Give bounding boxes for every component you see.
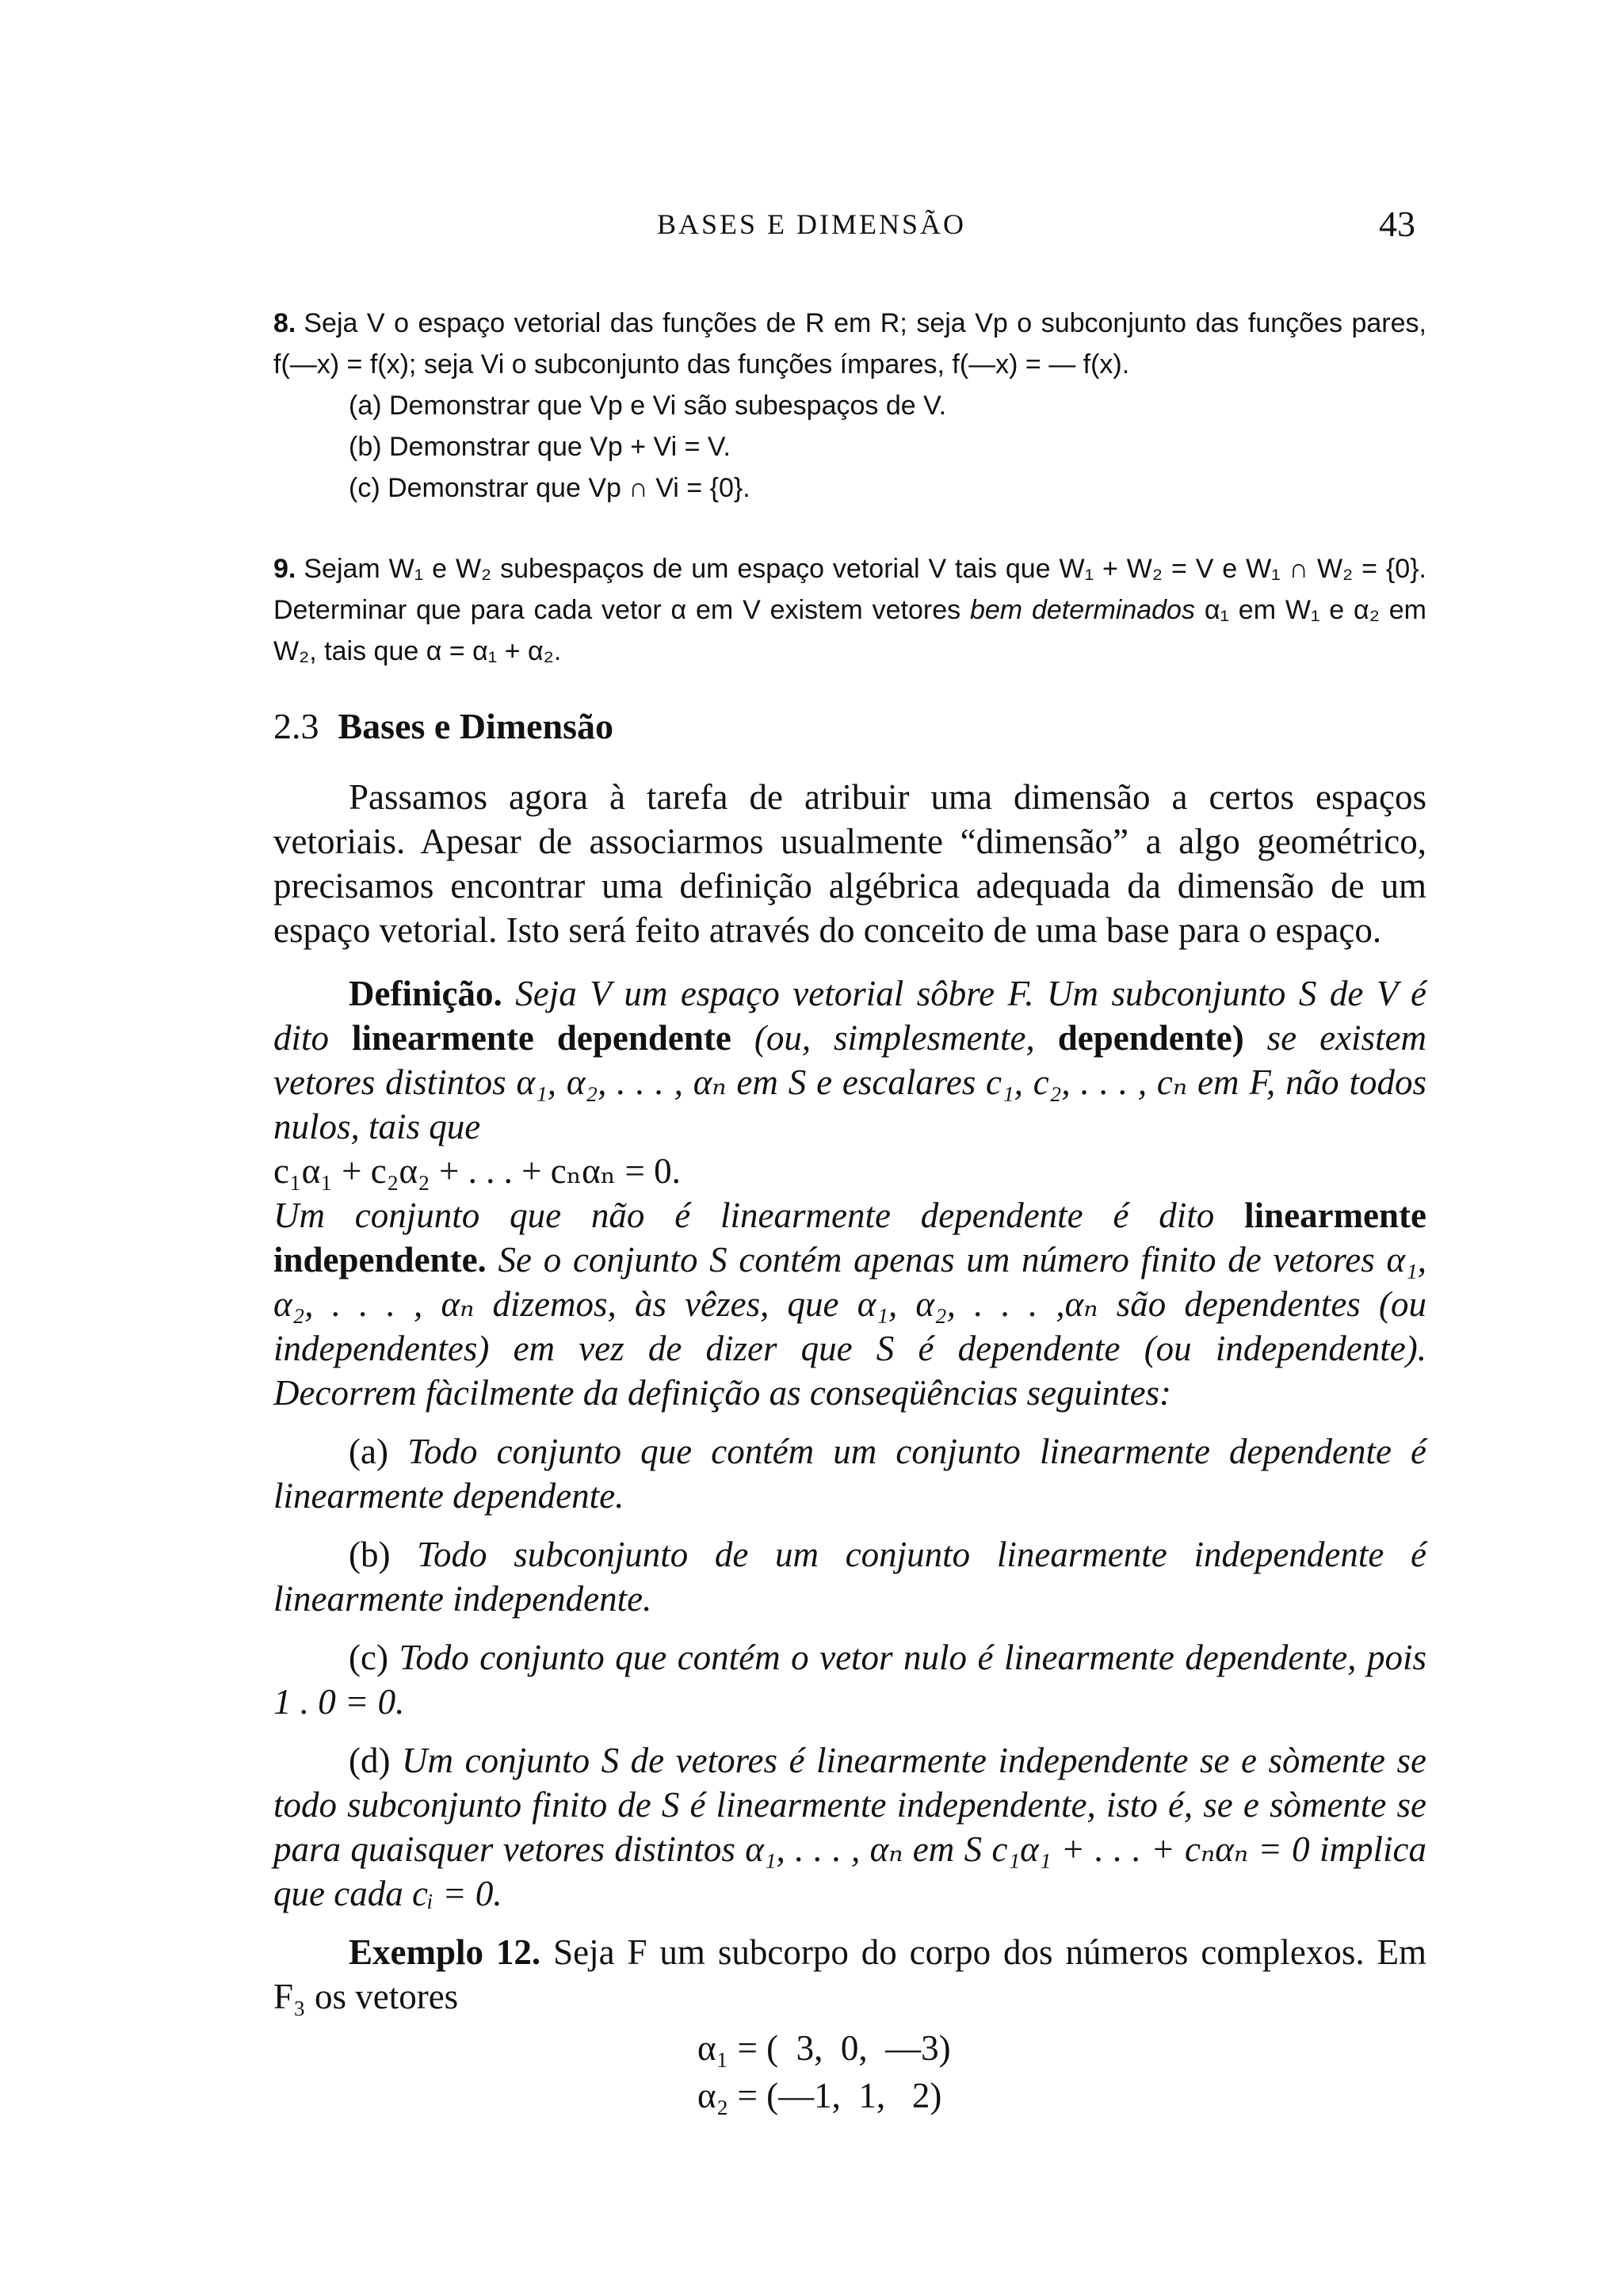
exercise-8-statement: [273, 303, 1426, 385]
page-number: 43: [1379, 204, 1415, 244]
exercise-8-part-a: (a) Demonstrar que Vp e Vi são subespaços de V.: [349, 391, 947, 421]
example-12-paragraph: [273, 1930, 1426, 2019]
consequence-text: Todo conjunto que contém o vetor nulo é linearmente dependente, pois 1 . 0 = 0.: [273, 1638, 1427, 1722]
exercise-8-part-b: (b) Demonstrar que Vp + Vi = V.: [349, 432, 731, 462]
exercise-9-emphasis: bem determinados: [969, 595, 1195, 625]
vector-list: [697, 2024, 951, 2119]
definition-text-5: Se o conjunto S contém apenas um número finito de vetores α₁, α₂, . . . , αₙ dizemos, às vêzes, que α₁, α₂, . . . ,αₙ são dependentes (ou independentes) em vez de dizer que S é dependente (ou independente). Decorrem fàcilmente da definição as conseqüências seguintes:: [273, 1240, 1427, 1413]
consequence-d: [273, 1738, 1426, 1916]
section-title: Bases e Dimensão: [338, 706, 614, 746]
consequence-c: [273, 1635, 1426, 1724]
vector-row: α₁ = ( 3, 0, —3): [697, 2028, 951, 2068]
consequence-label: (a): [349, 1432, 388, 1471]
intro-paragraph: Passamos agora à tarefa de atribuir uma dimensão a certos espaços vetoriais. Apesar de associarmos usualmente “dimensão” a algo geométrico, precisamos encontrar uma definição algébrica adequada da dimensão de um espaço vetorial. Isto será feito através do conceito de uma base para o espaço.: [273, 777, 1426, 950]
definition-term-short: dependente): [1057, 1018, 1244, 1058]
consequence-text: Um conjunto S de vetores é linearmente independente se e sòmente se todo subconjunto finito de S é linearmente independente, isto é, se e sòmente se para quaisquer vetores distintos α₁, . . . , αₙ em S c₁α₁ + . . . + cₙαₙ = 0 implica que cada cᵢ = 0.: [273, 1741, 1427, 1913]
consequence-b: [273, 1532, 1426, 1621]
exercise-number: 8.: [273, 308, 296, 338]
definition-text-3: se existem vetores distintos α₁, α₂, . . . , αₙ em S e escalares c₁, c₂, . . . , cₙ em F, não todos nulos, tais que: [273, 1018, 1427, 1146]
definition-paragraph: [273, 971, 1426, 1149]
section-number: 2.3: [273, 706, 319, 746]
example-label: Exemplo 12.: [349, 1932, 541, 1972]
running-header: BASES E DIMENSÃO: [656, 208, 967, 240]
dependence-equation: c₁α₁ + c₂α₂ + . . . + cₙαₙ = 0.: [273, 1151, 681, 1191]
consequence-label: (c): [349, 1638, 388, 1677]
definition-label: Definição.: [349, 974, 502, 1013]
definition-text-2: (ou, simplesmente,: [754, 1018, 1035, 1058]
exercise-8: [273, 303, 1426, 509]
consequence-label: (d): [349, 1741, 391, 1780]
definition-text-4: Um conjunto que não é linearmente dependente é dito: [273, 1196, 1215, 1235]
consequence-label: (b): [349, 1535, 391, 1574]
definition-term-independent: linearmente independente.: [273, 1196, 1427, 1280]
consequence-a: [273, 1429, 1426, 1518]
exercise-8-part-c: (c) Demonstrar que Vp ∩ Vi = {0}.: [349, 473, 750, 503]
definition-text-1: Seja V um espaço vetorial sôbre F. Um subconjunto S de V é dito: [273, 974, 1427, 1058]
vector-row: α₂ = (—1, 1, 2): [697, 2076, 942, 2115]
example-text: Seja F um subcorpo do corpo dos números complexos. Em F₃ os vetores: [273, 1932, 1426, 2016]
exercise-9-text-2: α₁ em W₁ e α₂ em W₂, tais que α = α₁ + α₂.: [273, 595, 1426, 666]
exercise-9-statement: [273, 548, 1426, 672]
main-text: [273, 775, 1426, 2019]
consequence-text: Todo conjunto que contém um conjunto linearmente dependente é linearmente dependente.: [273, 1432, 1426, 1516]
exercise-9-text-1: Sejam W₁ e W₂ subespaços de um espaço vetorial V tais que W₁ + W₂ = V e W₁ ∩ W₂ = {0}. Determinar que para cada vetor α em V existem vetores: [273, 554, 1426, 625]
exercise-8-text: Seja V o espaço vetorial das funções de R em R; seja Vp o subconjunto das funções pares, f(—x) = f(x); seja Vi o subconjunto das funções ímpares, f(—x) = — f(x).: [273, 308, 1426, 379]
section-heading: [273, 705, 613, 747]
exercise-9: [273, 548, 1426, 672]
consequence-text: Todo subconjunto de um conjunto linearmente independente é linearmente independente.: [273, 1535, 1426, 1619]
definition-continuation: [273, 1193, 1426, 1415]
definition-term-dependent: linearmente dependente: [351, 1018, 731, 1058]
exercise-number: 9.: [273, 554, 296, 584]
